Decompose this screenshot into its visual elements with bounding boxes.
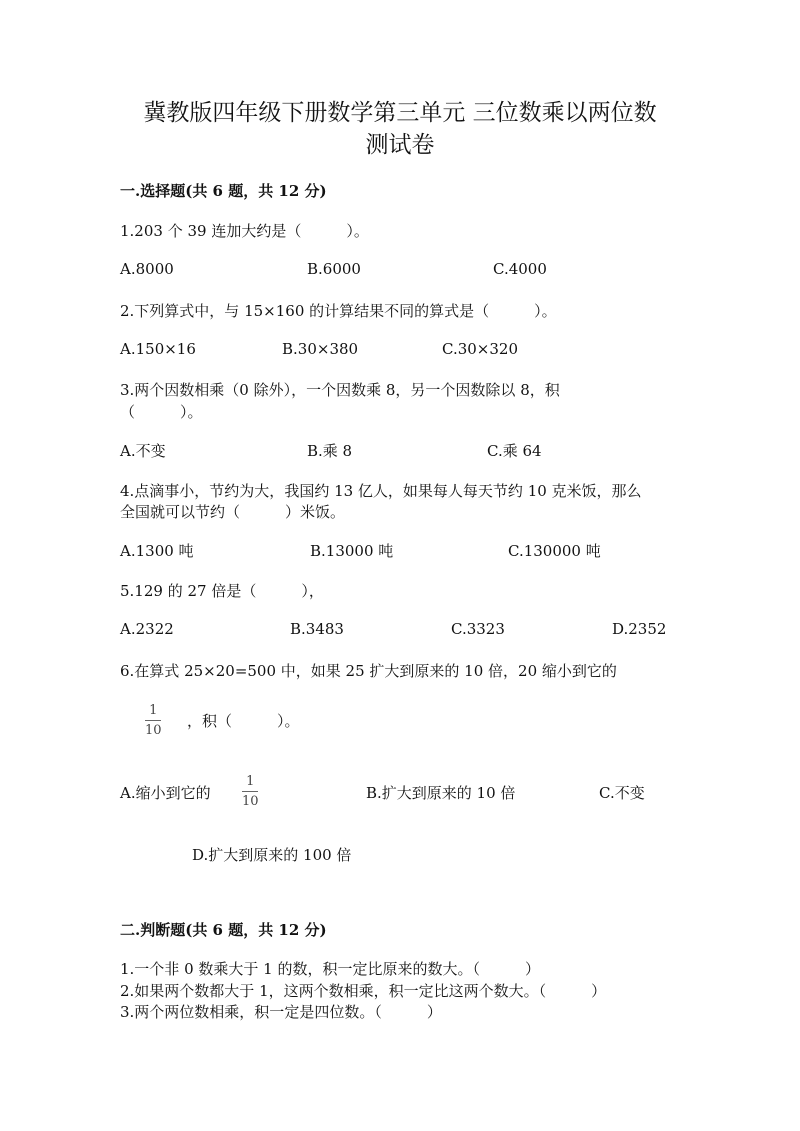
q5-option-b: B.3483 xyxy=(290,620,344,638)
fraction-numerator: 1 xyxy=(149,703,158,718)
question-3-line2: （ ）。 xyxy=(120,403,203,421)
q6-option-b: B.扩大到原来的 10 倍 xyxy=(366,784,516,802)
question-4-line2: 全国就可以节约（ ）米饭。 xyxy=(120,503,346,521)
fraction-denominator: 10 xyxy=(145,723,162,738)
question-5: 5.129 的 27 倍是（ ）， xyxy=(120,582,324,600)
page-title-line1: 冀教版四年级下册数学第三单元 三位数乘以两位数 xyxy=(143,100,657,126)
q5-option-c: C.3323 xyxy=(451,620,505,638)
q2-option-b: B.30×380 xyxy=(282,340,359,358)
section1-heading: 一.选择题(共 6 题，共 12 分) xyxy=(120,182,327,200)
q6-option-c: C.不变 xyxy=(599,784,645,802)
judgment-item-2: 2.如果两个数都大于 1，这两个数相乘，积一定比这两个数大。（ ） xyxy=(120,982,607,1000)
q3-option-a: A.不变 xyxy=(120,442,166,460)
q6-option-a: A.缩小到它的 xyxy=(120,784,211,802)
q6-option-a-fraction xyxy=(242,774,259,809)
q5-option-a: A.2322 xyxy=(120,620,174,638)
judgment-item-1: 1.一个非 0 数乘大于 1 的数，积一定比原来的数大。（ ） xyxy=(120,960,540,978)
section2-heading: 二.判断题(共 6 题，共 12 分) xyxy=(120,921,327,939)
fraction-bar xyxy=(242,791,258,792)
q4-option-b: B.13000 吨 xyxy=(310,542,394,560)
question-6-line2: ，积（ ）。 xyxy=(187,712,300,730)
fraction-numerator: 1 xyxy=(246,774,255,789)
q6-option-d: D.扩大到原来的 100 倍 xyxy=(192,846,352,864)
q1-option-b: B.6000 xyxy=(307,260,361,278)
q2-option-a: A.150×16 xyxy=(120,340,196,358)
page-title-line2: 测试卷 xyxy=(365,132,435,158)
q1-option-c: C.4000 xyxy=(493,260,547,278)
question-2: 2.下列算式中，与 15×160 的计算结果不同的算式是（ ）。 xyxy=(120,302,557,320)
judgment-item-3: 3.两个两位数相乘，积一定是四位数。（ ） xyxy=(120,1003,442,1021)
question-1: 1.203 个 39 连加大约是（ ）。 xyxy=(120,222,369,240)
q3-option-c: C.乘 64 xyxy=(487,442,542,460)
question-3-line1: 3.两个因数相乘（0 除外），一个因数乘 8，另一个因数除以 8，积 xyxy=(120,381,560,399)
question-4-line1: 4.点滴事小，节约为大，我国约 13 亿人，如果每人每天节约 10 克米饭，那么 xyxy=(120,482,642,500)
q1-option-a: A.8000 xyxy=(120,260,174,278)
fraction-bar xyxy=(145,720,161,721)
q4-option-a: A.1300 吨 xyxy=(120,542,194,560)
q5-option-d: D.2352 xyxy=(612,620,667,638)
fraction-denominator: 10 xyxy=(242,794,259,809)
q4-option-c: C.130000 吨 xyxy=(508,542,601,560)
q2-option-c: C.30×320 xyxy=(442,340,518,358)
fraction-one-tenth xyxy=(145,703,162,738)
q3-option-b: B.乘 8 xyxy=(307,442,353,460)
question-6-line1: 6.在算式 25×20=500 中，如果 25 扩大到原来的 10 倍，20 缩小到它的 xyxy=(120,662,617,680)
